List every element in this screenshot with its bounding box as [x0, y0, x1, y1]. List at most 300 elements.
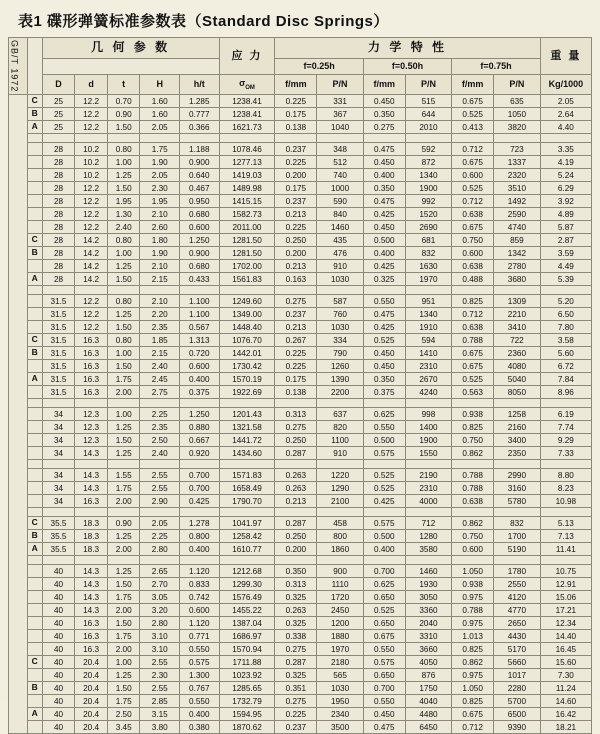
cell-P/N: 820: [317, 421, 364, 434]
table-row: [9, 221, 592, 234]
table-row: [9, 182, 592, 195]
cell-D: 40: [42, 669, 75, 682]
cell-Kg/1000: 10.98: [540, 495, 591, 508]
cell-d: 12.3: [75, 421, 108, 434]
cell-D: 40: [42, 708, 75, 721]
cell-h/t: [180, 508, 220, 517]
cell-σ: 1434.60: [219, 447, 275, 460]
table-row: [9, 373, 592, 386]
cell-D: [42, 556, 75, 565]
row-group-label: [27, 308, 42, 321]
cell-f/mm: 1.050: [452, 682, 494, 695]
cell-H: 2.40: [140, 447, 180, 460]
cell-H: [140, 556, 180, 565]
col-f3: f/mm: [452, 74, 494, 95]
cell-P/N: [317, 508, 364, 517]
cell-f/mm: 0.175: [275, 182, 317, 195]
cell-P/N: [317, 399, 364, 408]
table-row: [9, 95, 592, 108]
cell-D: [42, 460, 75, 469]
cell-Kg/1000: [540, 508, 591, 517]
cell-P/N: 2350: [494, 447, 541, 460]
row-group-label: [27, 169, 42, 182]
cell-h/t: 1.278: [180, 517, 220, 530]
cell-P/N: [405, 556, 452, 565]
row-group-label: [27, 578, 42, 591]
cell-P/N: 1100: [317, 434, 364, 447]
cell-t: 1.25: [107, 447, 140, 460]
cell-f/mm: 0.788: [452, 469, 494, 482]
table-row: [9, 565, 592, 578]
cell-h/t: 1.120: [180, 565, 220, 578]
table-row: [9, 495, 592, 508]
cell-d: 14.2: [75, 260, 108, 273]
cell-P/N: [405, 286, 452, 295]
cell-P/N: 2310: [405, 482, 452, 495]
cell-f/mm: 0.825: [452, 643, 494, 656]
cell-σ: 1299.30: [219, 578, 275, 591]
cell-P/N: 876: [405, 669, 452, 682]
cell-f/mm: 0.825: [452, 695, 494, 708]
cell-t: 0.80: [107, 143, 140, 156]
row-standard-cell: [9, 95, 28, 734]
cell-Kg/1000: 8.80: [540, 469, 591, 482]
cell-Kg/1000: 18.21: [540, 721, 591, 734]
cell-D: 40: [42, 604, 75, 617]
cell-t: 0.90: [107, 517, 140, 530]
cell-σ: 1455.22: [219, 604, 275, 617]
cell-D: 40: [42, 695, 75, 708]
cell-P/N: 1280: [405, 530, 452, 543]
cell-σ: 1238.41: [219, 108, 275, 121]
cell-f/mm: 0.712: [452, 308, 494, 321]
cell-t: 1.50: [107, 273, 140, 286]
cell-Kg/1000: 11.24: [540, 682, 591, 695]
cell-Kg/1000: 5.87: [540, 221, 591, 234]
cell-f/mm: 0.275: [275, 643, 317, 656]
cell-σ: 1922.69: [219, 386, 275, 399]
cell-Kg/1000: 11.41: [540, 543, 591, 556]
table-row: [9, 386, 592, 399]
cell-t: 1.00: [107, 247, 140, 260]
cell-f/mm: 1.013: [452, 630, 494, 643]
cell-f/mm: 0.350: [363, 108, 405, 121]
cell-d: 14.3: [75, 604, 108, 617]
cell-t: [107, 460, 140, 469]
cell-P/N: 4770: [494, 604, 541, 617]
row-group-label: [27, 565, 42, 578]
cell-f/mm: 0.525: [452, 373, 494, 386]
cell-σ: 1686.97: [219, 630, 275, 643]
cell-d: 10.2: [75, 156, 108, 169]
cell-f/mm: 0.675: [452, 708, 494, 721]
cell-σ: 1349.00: [219, 308, 275, 321]
cell-P/N: 594: [405, 334, 452, 347]
cell-f/mm: 0.862: [452, 517, 494, 530]
cell-D: 28: [42, 260, 75, 273]
cell-f/mm: 0.450: [363, 708, 405, 721]
cell-H: 2.55: [140, 682, 180, 695]
cell-P/N: 2180: [317, 656, 364, 669]
cell-H: [140, 286, 180, 295]
cell-P/N: 1700: [494, 530, 541, 543]
cell-f/mm: 0.175: [275, 108, 317, 121]
cell-t: 2.00: [107, 543, 140, 556]
cell-P/N: 2990: [494, 469, 541, 482]
table-row-spacer: [9, 134, 592, 143]
cell-t: 2.00: [107, 604, 140, 617]
cell-P/N: 2280: [494, 682, 541, 695]
col-f1: f/mm: [275, 74, 317, 95]
cell-P/N: 4740: [494, 221, 541, 234]
cell-σ: 1571.83: [219, 469, 275, 482]
cell-P/N: 859: [494, 234, 541, 247]
cell-σ: 1711.88: [219, 656, 275, 669]
table-row: [9, 156, 592, 169]
cell-σ: 1570.94: [219, 643, 275, 656]
cell-D: 25: [42, 121, 75, 134]
cell-f/mm: 0.375: [363, 386, 405, 399]
cell-D: 34: [42, 408, 75, 421]
row-group-label: [27, 460, 42, 469]
cell-d: 16.3: [75, 360, 108, 373]
cell-P/N: 592: [405, 143, 452, 156]
row-group-label: [27, 617, 42, 630]
cell-t: 1.50: [107, 617, 140, 630]
cell-f/mm: 0.700: [363, 565, 405, 578]
cell-σ: 1621.73: [219, 121, 275, 134]
row-group-label: [27, 134, 42, 143]
load-group-1: f=0.25h: [275, 58, 363, 74]
cell-f/mm: 0.712: [452, 143, 494, 156]
cell-P/N: 951: [405, 295, 452, 308]
cell-σ: 1201.43: [219, 408, 275, 421]
cell-h/t: 0.800: [180, 530, 220, 543]
cell-d: 16.3: [75, 373, 108, 386]
cell-σ: 1582.73: [219, 208, 275, 221]
cell-P/N: 1410: [405, 347, 452, 360]
cell-Kg/1000: 16.42: [540, 708, 591, 721]
cell-t: 1.75: [107, 695, 140, 708]
table-row: [9, 630, 592, 643]
table-row: [9, 656, 592, 669]
cell-P/N: 1460: [317, 221, 364, 234]
cell-t: 1.25: [107, 308, 140, 321]
cell-f/mm: 0.975: [452, 669, 494, 682]
cell-f/mm: 0.712: [452, 195, 494, 208]
cell-f/mm: 0.638: [452, 260, 494, 273]
cell-t: 1.50: [107, 321, 140, 334]
cell-f/mm: 0.325: [275, 669, 317, 682]
cell-t: [107, 134, 140, 143]
cell-Kg/1000: 8.23: [540, 482, 591, 495]
cell-f/mm: 0.287: [275, 656, 317, 669]
cell-f/mm: 0.237: [275, 143, 317, 156]
table-row: [9, 321, 592, 334]
cell-t: 2.00: [107, 495, 140, 508]
cell-P/N: 435: [317, 234, 364, 247]
cell-t: 1.25: [107, 260, 140, 273]
cell-Kg/1000: 9.29: [540, 434, 591, 447]
cell-σ: 1212.68: [219, 565, 275, 578]
cell-P/N: 2010: [405, 121, 452, 134]
cell-P/N: 910: [317, 447, 364, 460]
cell-d: 12.3: [75, 408, 108, 421]
cell-P/N: 331: [317, 95, 364, 108]
cell-Kg/1000: 3.35: [540, 143, 591, 156]
standard-label: GB/T 1972: [9, 38, 28, 95]
cell-h/t: 0.833: [180, 578, 220, 591]
cell-d: [75, 399, 108, 408]
cell-h/t: 0.950: [180, 195, 220, 208]
cell-h/t: 0.680: [180, 208, 220, 221]
cell-D: 28: [42, 273, 75, 286]
cell-P/N: 5170: [494, 643, 541, 656]
cell-f/mm: [275, 460, 317, 469]
cell-f/mm: 0.525: [452, 182, 494, 195]
cell-P/N: 998: [405, 408, 452, 421]
cell-H: 1.95: [140, 195, 180, 208]
cell-d: 16.3: [75, 334, 108, 347]
cell-P/N: 4480: [405, 708, 452, 721]
cell-P/N: 1630: [405, 260, 452, 273]
cell-f/mm: 0.700: [363, 682, 405, 695]
cell-σ: 1238.41: [219, 95, 275, 108]
cell-P/N: [317, 460, 364, 469]
cell-Kg/1000: 4.49: [540, 260, 591, 273]
cell-H: 1.85: [140, 334, 180, 347]
cell-f/mm: 0.625: [363, 408, 405, 421]
cell-h/t: 0.550: [180, 695, 220, 708]
cell-f/mm: 0.788: [452, 482, 494, 495]
cell-σ: 2011.00: [219, 221, 275, 234]
table-row-spacer: [9, 286, 592, 295]
cell-H: 2.55: [140, 482, 180, 495]
cell-P/N: 334: [317, 334, 364, 347]
cell-f/mm: 0.488: [452, 273, 494, 286]
cell-h/t: 0.550: [180, 643, 220, 656]
cell-h/t: 1.120: [180, 617, 220, 630]
col-h-over-t: h/t: [180, 74, 220, 95]
cell-D: [42, 134, 75, 143]
cell-P/N: 476: [317, 247, 364, 260]
cell-Kg/1000: 5.60: [540, 347, 591, 360]
cell-D: 28: [42, 169, 75, 182]
cell-t: 3.45: [107, 721, 140, 734]
cell-H: 1.90: [140, 156, 180, 169]
row-group-label: [27, 495, 42, 508]
table-row: [9, 578, 592, 591]
cell-f/mm: 0.475: [363, 195, 405, 208]
row-group-label: [27, 221, 42, 234]
cell-D: [42, 399, 75, 408]
cell-D: 40: [42, 617, 75, 630]
cell-P/N: 2450: [317, 604, 364, 617]
cell-Kg/1000: 6.19: [540, 408, 591, 421]
cell-P/N: 3050: [405, 591, 452, 604]
cell-h/t: [180, 556, 220, 565]
cell-t: 1.25: [107, 669, 140, 682]
row-group-label: A: [27, 273, 42, 286]
cell-P/N: 5700: [494, 695, 541, 708]
row-group-label: [27, 143, 42, 156]
cell-D: 35.5: [42, 530, 75, 543]
cell-f/mm: 0.450: [363, 221, 405, 234]
cell-P/N: 1340: [405, 169, 452, 182]
cell-f/mm: 0.225: [275, 347, 317, 360]
cell-H: 2.15: [140, 347, 180, 360]
cell-P/N: [494, 286, 541, 295]
cell-f/mm: [363, 508, 405, 517]
cell-f/mm: 0.825: [452, 421, 494, 434]
cell-Kg/1000: 15.06: [540, 591, 591, 604]
cell-H: 2.80: [140, 543, 180, 556]
cell-t: 1.30: [107, 208, 140, 221]
cell-σ: 1576.49: [219, 591, 275, 604]
cell-σ: 1023.92: [219, 669, 275, 682]
cell-f/mm: 0.675: [452, 95, 494, 108]
load-group-2: f=0.50h: [363, 58, 451, 74]
cell-h/t: 1.250: [180, 234, 220, 247]
row-group-label: A: [27, 708, 42, 721]
cell-H: 2.15: [140, 273, 180, 286]
cell-D: 31.5: [42, 334, 75, 347]
cell-Kg/1000: [540, 134, 591, 143]
cell-t: 2.00: [107, 386, 140, 399]
cell-f/mm: 0.938: [452, 578, 494, 591]
cell-h/t: 0.366: [180, 121, 220, 134]
cell-H: 2.85: [140, 695, 180, 708]
cell-D: 31.5: [42, 373, 75, 386]
cell-f/mm: 0.200: [275, 247, 317, 260]
cell-f/mm: 0.650: [363, 617, 405, 630]
cell-Kg/1000: 2.05: [540, 95, 591, 108]
row-group-label: [27, 386, 42, 399]
cell-D: 34: [42, 495, 75, 508]
row-group-label: [27, 556, 42, 565]
cell-P/N: 1258: [494, 408, 541, 421]
row-group-label: B: [27, 247, 42, 260]
cell-f/mm: [452, 134, 494, 143]
cell-f/mm: 0.563: [452, 386, 494, 399]
cell-P/N: 760: [317, 308, 364, 321]
cell-f/mm: 0.600: [452, 543, 494, 556]
cell-h/t: 1.313: [180, 334, 220, 347]
cell-P/N: 2040: [405, 617, 452, 630]
cell-σ: 1041.97: [219, 517, 275, 530]
cell-h/t: 0.667: [180, 434, 220, 447]
cell-Kg/1000: 5.24: [540, 169, 591, 182]
cell-d: 10.2: [75, 169, 108, 182]
table-row: [9, 482, 592, 495]
cell-D: 28: [42, 156, 75, 169]
cell-f/mm: 0.163: [275, 273, 317, 286]
table-row: [9, 517, 592, 530]
cell-H: 2.10: [140, 295, 180, 308]
cell-P/N: 1309: [494, 295, 541, 308]
table-row: [9, 421, 592, 434]
row-group-label: [27, 482, 42, 495]
cell-f/mm: 0.550: [363, 643, 405, 656]
cell-H: 2.65: [140, 565, 180, 578]
page-title: 表1 碟形弹簧标准参数表（Standard Disc Springs）: [18, 13, 389, 30]
cell-D: 28: [42, 221, 75, 234]
row-group-label: C: [27, 95, 42, 108]
table-row: [9, 308, 592, 321]
cell-P/N: 3400: [494, 434, 541, 447]
row-group-label: A: [27, 121, 42, 134]
cell-t: 1.25: [107, 565, 140, 578]
cell-P/N: 9390: [494, 721, 541, 734]
cell-d: 10.2: [75, 143, 108, 156]
cell-P/N: [494, 134, 541, 143]
cell-Kg/1000: 7.74: [540, 421, 591, 434]
cell-t: 1.00: [107, 408, 140, 421]
cell-h/t: 0.467: [180, 182, 220, 195]
cell-P/N: 1780: [494, 565, 541, 578]
cell-f/mm: 0.525: [363, 482, 405, 495]
cell-d: [75, 134, 108, 143]
row-group-label: [27, 591, 42, 604]
cell-H: 3.10: [140, 630, 180, 643]
cell-P/N: 1260: [317, 360, 364, 373]
cell-P/N: 4050: [405, 656, 452, 669]
row-group-label: [27, 643, 42, 656]
cell-H: 2.35: [140, 421, 180, 434]
cell-f/mm: 0.267: [275, 334, 317, 347]
cell-f/mm: [363, 134, 405, 143]
cell-f/mm: 0.638: [452, 321, 494, 334]
cell-D: 31.5: [42, 386, 75, 399]
cell-h/t: 0.777: [180, 108, 220, 121]
cell-P/N: 1340: [405, 308, 452, 321]
cell-f/mm: 0.425: [363, 208, 405, 221]
cell-f/mm: [452, 508, 494, 517]
cell-P/N: 3500: [317, 721, 364, 734]
cell-h/t: 0.600: [180, 221, 220, 234]
cell-σ: 1277.13: [219, 156, 275, 169]
table-row: [9, 360, 592, 373]
cell-P/N: [494, 460, 541, 469]
cell-σ: 1442.01: [219, 347, 275, 360]
cell-t: 1.25: [107, 421, 140, 434]
cell-P/N: 1030: [317, 321, 364, 334]
cell-D: 28: [42, 208, 75, 221]
cell-P/N: 840: [317, 208, 364, 221]
cell-P/N: 800: [317, 530, 364, 543]
cell-f/mm: 0.500: [363, 234, 405, 247]
table-row: [9, 617, 592, 630]
cell-P/N: 4430: [494, 630, 541, 643]
cell-f/mm: 0.650: [363, 669, 405, 682]
cell-P/N: 992: [405, 195, 452, 208]
row-group-label: C: [27, 517, 42, 530]
cell-d: 16.3: [75, 347, 108, 360]
cell-P/N: 1390: [317, 373, 364, 386]
cell-f/mm: 0.938: [452, 408, 494, 421]
cell-f/mm: 0.275: [275, 295, 317, 308]
table-header: [9, 38, 592, 95]
cell-Kg/1000: [540, 286, 591, 295]
cell-d: 12.2: [75, 182, 108, 195]
cell-P/N: [494, 556, 541, 565]
cell-D: [42, 286, 75, 295]
cell-P/N: 1750: [405, 682, 452, 695]
cell-h/t: 0.575: [180, 656, 220, 669]
cell-f/mm: [275, 508, 317, 517]
cell-P/N: 1930: [405, 578, 452, 591]
cell-Kg/1000: 14.60: [540, 695, 591, 708]
